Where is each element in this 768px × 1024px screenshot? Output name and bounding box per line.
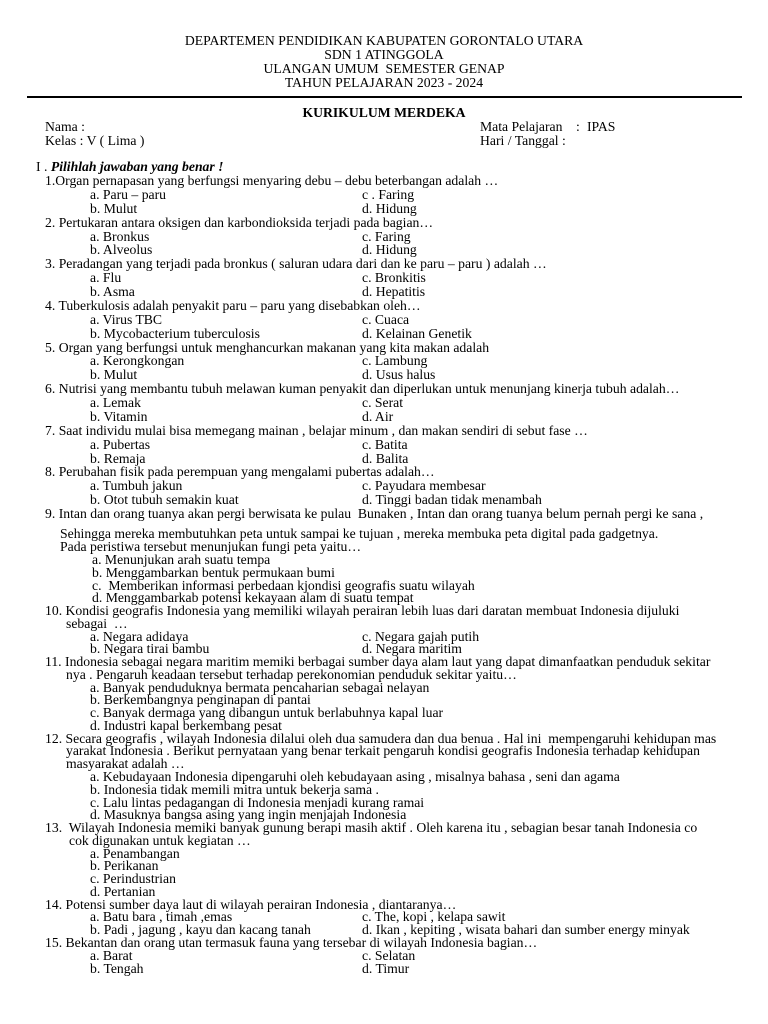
- answer-option: b. Menggambarkan bentuk permukaan bumi: [92, 564, 335, 580]
- question-text: yarakat Indonesia . Berikut pernyataan yang benar terkait pengaruh kondisi geografis Indonesia terhadap kehidupan: [66, 743, 700, 759]
- school-name: SDN 1 ATINGGOLA: [324, 47, 444, 62]
- answer-option: b. Vitamin: [90, 408, 148, 424]
- academic-year: TAHUN PELAJARAN 2023 - 2024: [284, 75, 484, 90]
- answer-option: d. Pertanian: [90, 883, 156, 899]
- exam-title: ULANGAN UMUM SEMESTER GENAP: [263, 61, 505, 76]
- option-row: [45, 438, 765, 452]
- question-13: [45, 822, 765, 899]
- answer-option: c. Banyak dermaga yang dibangun untuk berlabuhnya kapal luar: [90, 705, 444, 721]
- answer-option: d. Ikan , kepiting , wisata bahari dan sumber energy minyak: [362, 922, 690, 938]
- question-text: 14. Potensi sumber daya laut di wilayah perairan Indonesia , diantaranya…: [45, 896, 457, 912]
- answer-option: a. Bronkus: [90, 228, 150, 244]
- answer-option: d. Balita: [362, 450, 409, 466]
- department-title: DEPARTEMEN PENDIDIKAN KABUPATEN GORONTALO UTARA: [184, 33, 584, 48]
- answer-option: a. Barat: [90, 947, 133, 963]
- answer-option: a. Paru – paru: [90, 186, 167, 202]
- section-heading: [36, 160, 223, 174]
- question-2: [45, 216, 765, 258]
- answer-option: a. Flu: [90, 270, 122, 286]
- answer-option: b. Indonesia tidak memili mitra untuk bekerja sama .: [90, 781, 379, 797]
- question-text: 13. Wilayah Indonesia memiki banyak gunung berapi masih aktif . Oleh karena itu , sebagian besar tanah Indonesia co: [45, 820, 698, 836]
- option-row: [45, 354, 765, 368]
- section-instruction: Pilihlah jawaban yang benar !: [50, 159, 224, 174]
- question-8: [45, 465, 765, 507]
- option-row: [45, 410, 765, 424]
- answer-option: d. Negara maritim: [362, 641, 462, 657]
- question-11: [45, 656, 765, 733]
- student-identity: [45, 120, 144, 148]
- option-row: [45, 396, 765, 410]
- question-text: 8. Perubahan fisik pada perempuan yang mengalami pubertas adalah…: [45, 464, 435, 480]
- exam-identity: [480, 120, 615, 148]
- answer-option: a. Kebudayaan Indonesia dipengaruhi oleh kebudayaan asing , misalnya bahasa , seni dan agama: [90, 769, 620, 785]
- option-row: [45, 368, 765, 382]
- option-row: [45, 479, 765, 493]
- answer-option: b. Asma: [90, 284, 135, 299]
- subject-separator: :: [576, 119, 580, 134]
- answer-option: c. Memberikan informasi perbedaan kjondisi geografis suatu wilayah: [92, 577, 475, 593]
- name-label: Nama :: [45, 119, 85, 134]
- question-7: [45, 424, 765, 466]
- question-text: cok digunakan untuk kegiatan …: [69, 832, 251, 848]
- answer-option: b. Negara tirai bambu: [90, 641, 210, 657]
- answer-option: b. Padi , jagung , kayu dan kacang tanah: [90, 922, 311, 938]
- question-text: 4. Tuberkulosis adalah penyakit paru – paru yang disebabkan oleh…: [45, 297, 421, 313]
- question-1: [45, 174, 765, 216]
- answer-option: d. Masuknya bangsa asing yang ingin menjajah Indonesia: [90, 807, 407, 823]
- question-text: 1.Organ pernapasan yang berfungsi menyaring debu – debu beterbangan adalah …: [45, 173, 499, 188]
- answer-option: b. Perikanan: [90, 858, 159, 874]
- question-text: 10. Kondisi geografis Indonesia yang memiliki wilayah perairan lebih luas dari daratan membuat Indonesia dijuluki: [45, 603, 680, 619]
- answer-option: a. Virus TBC: [90, 311, 163, 327]
- question-9: [45, 507, 765, 605]
- question-3: [45, 257, 765, 299]
- answer-option: a. Negara adidaya: [90, 628, 189, 644]
- answer-option: c. Perindustrian: [90, 871, 176, 887]
- question-text: 3. Peradangan yang terjadi pada bronkus ( saluran udara dari dan ke paru – paru ) adalah …: [45, 256, 547, 272]
- answer-option: a. Penambangan: [90, 845, 180, 861]
- question-text: 11. Indonesia sebagai negara maritim memiki berbagai sumber daya alam laut yang dapat dimanfaatkan penduduk sekitar: [45, 654, 711, 670]
- document-header: [0, 34, 768, 90]
- answer-option: b. Mulut: [90, 367, 138, 383]
- curriculum-title: KURIKULUM MERDEKA: [302, 105, 466, 120]
- answer-option: a. Pubertas: [90, 436, 151, 452]
- question-list: [45, 174, 765, 975]
- answer-option: c. Bronkitis: [362, 270, 426, 286]
- option-row: [45, 230, 765, 244]
- option-row: [45, 202, 765, 216]
- option-row: [45, 271, 765, 285]
- answer-option: c. Serat: [362, 395, 404, 410]
- question-10: [45, 605, 765, 656]
- section-number: I .: [36, 159, 48, 174]
- option-row: [45, 188, 765, 202]
- answer-option: a. Tumbuh jakun: [90, 478, 183, 494]
- answer-option: d. Usus halus: [362, 367, 436, 383]
- answer-option: c. Faring: [362, 228, 411, 244]
- question-text: nya . Pengaruh keadaan tersebut terhadap perekonomian penduduk sekitar yaitu…: [66, 666, 517, 682]
- answer-option: d. Timur: [362, 960, 410, 976]
- answer-option: b. Alveolus: [90, 242, 153, 258]
- option-row: [45, 313, 765, 327]
- answer-option: c . Faring: [362, 186, 415, 202]
- answer-option: d. Hepatitis: [362, 284, 426, 299]
- class-label: Kelas : V ( Lima ): [45, 133, 145, 148]
- question-text: 12. Secara geografis , wilayah Indonesia dilalui oleh dua samudera dan dua benua . Hal ini mempengaruhi kehidupan mas: [45, 730, 717, 746]
- answer-option: b. Berkembangnya penginapan di pantai: [90, 692, 311, 708]
- answer-option: c. The, kopi , kelapa sawit: [362, 909, 506, 925]
- answer-option: b. Mycobacterium tuberculosis: [90, 325, 260, 341]
- answer-option: c. Cuaca: [362, 311, 410, 327]
- question-6: [45, 382, 765, 424]
- answer-option: b. Mulut: [90, 200, 138, 216]
- answer-option: d. Menggambarkab potensi kekayaan alam di suatu tempat: [92, 590, 414, 606]
- answer-option: b. Otot tubuh semakin kuat: [90, 492, 239, 508]
- answer-option: a. Kerongkongan: [90, 353, 185, 369]
- header-divider: [27, 96, 742, 98]
- option-row: [45, 285, 765, 299]
- option-row: [45, 452, 765, 466]
- answer-option: d. Kelainan Genetik: [362, 325, 472, 341]
- option-row: [45, 960, 765, 976]
- question-text: masyarakat adalah …: [66, 756, 185, 772]
- question-14: [45, 896, 765, 938]
- answer-option: d. Air: [362, 408, 394, 424]
- option-row: [45, 493, 765, 507]
- answer-option: d. Hidung: [362, 200, 417, 216]
- question-text: Pada peristiwa tersebut menunjukan fungi peta yaitu…: [60, 539, 362, 555]
- answer-option: c. Selatan: [362, 947, 416, 963]
- question-text: Sehingga mereka membutuhkan peta untuk sampai ke tujuan , mereka membuka peta digital pada gadgetnya.: [60, 526, 659, 542]
- answer-option: b. Tengah: [90, 960, 144, 976]
- question-12: [45, 730, 765, 823]
- question-text: 9. Intan dan orang tuanya akan pergi berwisata ke pulau Bunaken , Intan dan orang tuanya belum pernah pergi ke sana ,: [45, 506, 704, 521]
- answer-option: d. Hidung: [362, 242, 417, 258]
- question-text: 7. Saat individu mulai bisa memegang mainan , belajar minum , dan makan sendiri di sebut fase …: [45, 422, 588, 438]
- answer-option: c. Payudara membesar: [362, 478, 486, 494]
- answer-option: a. Menunjukan arah suatu tempa: [92, 552, 271, 567]
- subject-value: IPAS: [587, 119, 616, 134]
- answer-option: a. Batu bara , timah ,emas: [90, 909, 233, 925]
- question-text: 6. Nutrisi yang membantu tubuh melawan kuman penyakit dan diperlukan untuk menunjang kinerja tubuh adalah…: [45, 381, 680, 397]
- answer-option: c. Batita: [362, 436, 408, 452]
- answer-option: d. Industri kapal berkembang pesat: [90, 717, 282, 733]
- answer-option: a. Banyak penduduknya bermata pencaharian sebagai nelayan: [90, 679, 430, 695]
- answer-option: c. Negara gajah putih: [362, 628, 480, 644]
- answer-option: d. Tinggi badan tidak menambah: [362, 492, 542, 508]
- question-text: sebagai …: [66, 615, 128, 631]
- answer-option: c. Lalu lintas pedagangan di Indonesia menjadi kurang ramai: [90, 794, 425, 810]
- question-5: [45, 341, 765, 383]
- date-label: Hari / Tanggal :: [480, 133, 566, 148]
- option-row: [45, 327, 765, 341]
- question-4: [45, 299, 765, 341]
- question-text: 15. Bekantan dan orang utan termasuk fauna yang tersebar di wilayah Indonesia bagian…: [45, 934, 538, 950]
- question-text: 2. Pertukaran antara oksigen dan karbondioksida terjadi pada bagian…: [45, 214, 434, 230]
- subject-label: Mata Pelajaran: [480, 119, 563, 134]
- answer-option: a. Lemak: [90, 395, 141, 410]
- question-text: 5. Organ yang berfungsi untuk menghancurkan makanan yang kita makan adalah: [45, 339, 490, 355]
- answer-option: b. Remaja: [90, 450, 146, 466]
- option-row: [45, 243, 765, 257]
- answer-option: c. Lambung: [362, 353, 428, 369]
- subject-row: [480, 120, 615, 134]
- question-15: [45, 934, 765, 976]
